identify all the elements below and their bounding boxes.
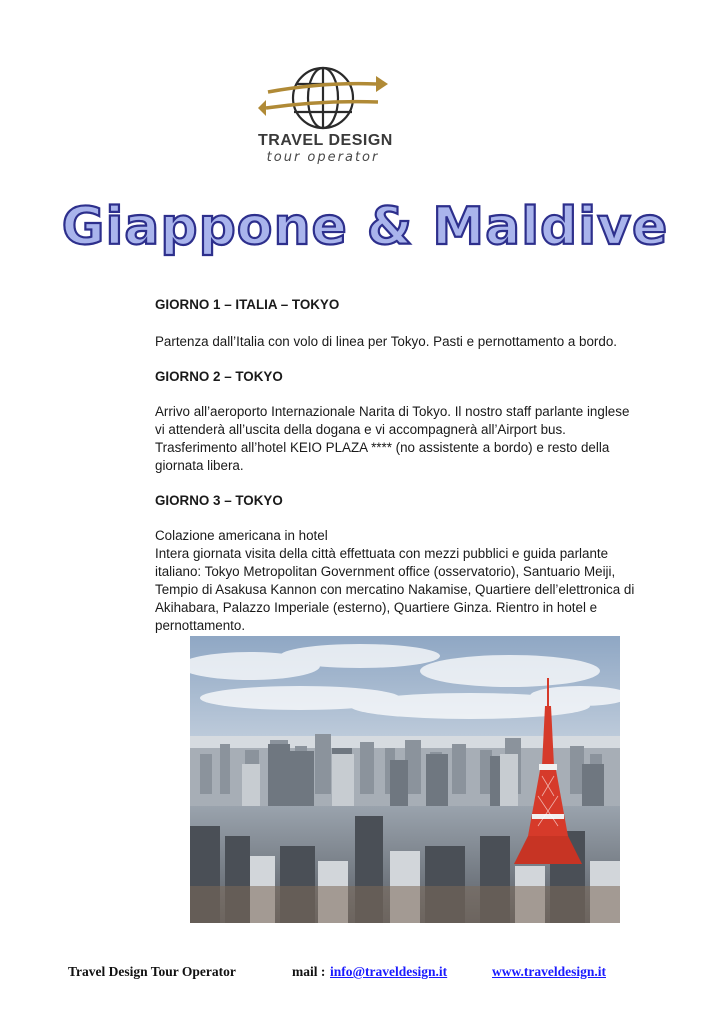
itinerary bbox=[155, 296, 635, 635]
logo-company-name: TRAVEL DESIGN bbox=[258, 132, 393, 149]
logo-tagline: tour operator bbox=[266, 150, 380, 165]
day-3-heading: GIORNO 3 – TOKYO bbox=[155, 493, 283, 508]
title-text: Giappone & Maldive bbox=[61, 197, 669, 257]
footer-company: Travel Design Tour Operator bbox=[68, 964, 236, 979]
day-2-text: Arrivo all’aeroporto Internazionale Narita di Tokyo. Il nostro staff parlante inglese vi attenderà all’uscita della dogana e vi accompagnerà all’Airport bus. Trasferimento all’hotel KEIO PLAZA **** (no assistente a bordo) e resto della giornata libera. bbox=[155, 404, 630, 473]
day-3-text: Intera giornata visita della città effettuata con mezzi pubblici e guida parlante italiano: Tokyo Metropolitan Government office (osservatorio), Santuario Meiji, Tempio di Asakusa Kannon con mercatino Nakamise, Quartiere dell’elettronica di Akihabara, Palazzo Imperiale (esterno), Quartiere Ginza. Rientro in hotel e pernottamento. bbox=[155, 546, 635, 633]
footer-mail-label: mail : bbox=[292, 964, 326, 979]
footer-email-link[interactable]: info@traveldesign.it bbox=[330, 964, 448, 979]
company-logo bbox=[258, 62, 393, 166]
day-2-heading: GIORNO 2 – TOKYO bbox=[155, 369, 283, 384]
footer-website-link[interactable]: www.traveldesign.it bbox=[492, 964, 606, 979]
day-1-heading: GIORNO 1 – ITALIA – TOKYO bbox=[155, 297, 340, 312]
page-title bbox=[61, 190, 669, 265]
day-3-intro: Colazione americana in hotel bbox=[155, 528, 328, 543]
globe-arrow-icon bbox=[258, 62, 388, 132]
tokyo-skyline-photo bbox=[190, 636, 620, 923]
day-1-text: Partenza dall’Italia con volo di linea per Tokyo. Pasti e pernottamento a bordo. bbox=[155, 334, 618, 349]
